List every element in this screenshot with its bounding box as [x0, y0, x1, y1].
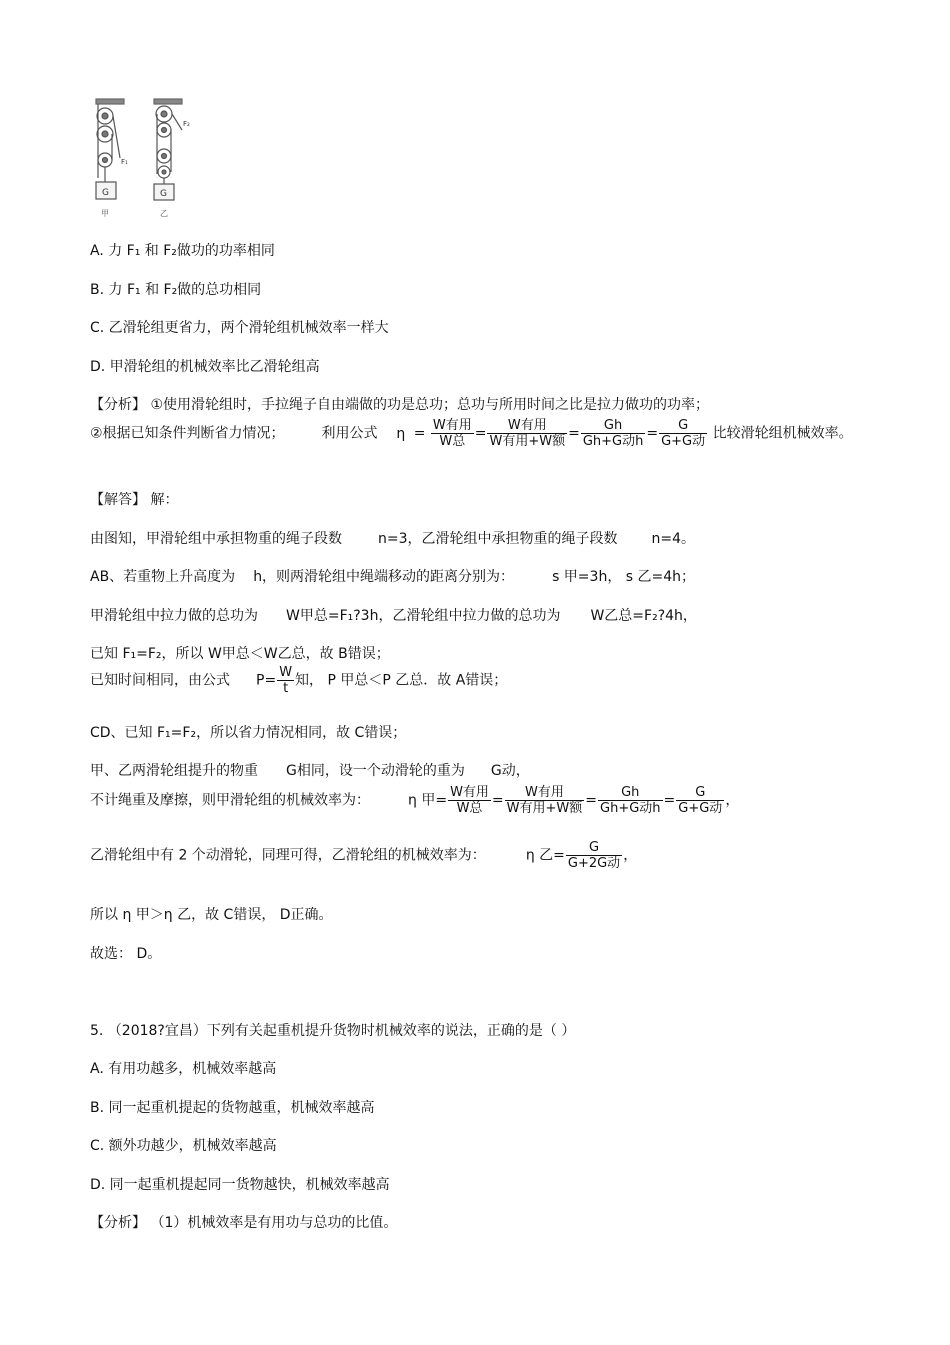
- analysis2-part-a: ②根据已知条件判断省力情况；: [90, 425, 285, 442]
- pulley-system-right: [154, 99, 182, 200]
- fraction-useful-over-total: [448, 785, 491, 816]
- fraction-g: [676, 785, 724, 816]
- q4-option-b: B. 力 F₁ 和 F₂做的总功相同: [90, 282, 262, 298]
- solution-text: n=3，乙滑轮组中承担物重的绳子段数: [378, 531, 618, 547]
- denominator: W有用+W额: [506, 801, 583, 816]
- solution-text: AB、若重物上升高度为: [90, 569, 236, 585]
- denominator: W总: [439, 434, 466, 449]
- q5-option-b: B. 同一起重机提起的货物越重，机械效率越高: [90, 1100, 375, 1116]
- numerator: Gh: [598, 785, 663, 801]
- numerator: G: [659, 418, 707, 434]
- denominator: G+2G动: [567, 856, 621, 871]
- q4-analysis-line2: [90, 418, 853, 449]
- solution-text: W甲总=F₁?3h，乙滑轮组中拉力做的总功为: [286, 608, 561, 624]
- equals-sign: =: [413, 425, 426, 442]
- solution-text: 乙滑轮组中有 2 个动滑轮，同理可得，乙滑轮组的机械效率为：: [90, 847, 486, 864]
- denominator: G+G动: [678, 801, 723, 816]
- solution-line-1: [90, 529, 695, 549]
- numerator: W有用: [450, 785, 489, 800]
- solution-line-6: CD、已知 F₁=F₂，所以省力情况相同，故 C错误；: [90, 725, 407, 741]
- solution-text: G动，: [490, 763, 530, 779]
- pulley-system-left: [96, 99, 124, 199]
- fraction-useful-over-sum: [505, 785, 585, 816]
- denominator: Gh+G动h: [582, 434, 644, 449]
- eta-jia-label: η 甲=: [408, 792, 448, 809]
- fraction-gh: [598, 785, 663, 816]
- final-choice: 故选： D。: [90, 946, 162, 962]
- numerator: G: [676, 785, 724, 801]
- solution-line-10: 所以 η 甲＞η 乙，故 C错误， D正确。: [90, 907, 333, 923]
- solution-line-7: [90, 761, 530, 781]
- analysis2-part-b: 利用公式: [321, 425, 378, 442]
- fraction-g-over-g2: [566, 840, 622, 871]
- numerator: Gh: [581, 418, 646, 434]
- equals-sign: =: [663, 792, 676, 809]
- numerator: W有用: [487, 418, 567, 434]
- fraction-g: [659, 418, 707, 449]
- numerator: W有用: [432, 418, 472, 433]
- solution-text: 知， P 甲总＜P 乙总．故 A错误；: [295, 672, 508, 689]
- fraction-gh: [581, 418, 646, 449]
- analysis2-part-c: 比较滑轮组机械效率。: [712, 425, 853, 442]
- left-weight-label: G: [102, 188, 109, 198]
- solution-text: 甲滑轮组中拉力做的总功为: [90, 608, 258, 624]
- q4-option-a: A. 力 F₁ 和 F₂做功的功率相同: [90, 243, 275, 259]
- right-force-label: F₂: [183, 120, 190, 128]
- solution-line-2: [90, 567, 695, 587]
- numerator: W有用: [505, 785, 585, 801]
- q4-option-d: D. 甲滑轮组的机械效率比乙滑轮组高: [90, 359, 320, 375]
- denominator: t: [283, 681, 289, 696]
- fraction-useful-over-sum: [487, 418, 567, 449]
- solution-line-4: 已知 F₁=F₂，所以 W甲总＜W乙总，故 B错误；: [90, 646, 390, 662]
- right-caption: 乙: [160, 209, 168, 218]
- equals-sign: =: [474, 425, 487, 442]
- q5-stem: 5. （2018?宜昌）下列有关起重机提升货物时机械效率的说法，正确的是（ ）: [90, 1023, 576, 1039]
- solution-text: s 甲=3h， s 乙=4h；: [552, 569, 696, 585]
- solution-text: W乙总=F₂?4h，: [590, 608, 697, 624]
- q5-option-d: D. 同一起重机提起同一货物越快，机械效率越高: [90, 1177, 390, 1193]
- eta-yi-label: η 乙=: [525, 847, 565, 864]
- comma: ，: [725, 792, 740, 809]
- denominator: W有用+W额: [489, 434, 566, 449]
- q5-option-c: C. 额外功越少，机械效率越高: [90, 1138, 277, 1154]
- solution-line-5: [90, 665, 507, 696]
- fraction-useful-over-total: [431, 418, 474, 449]
- solution-text: n=4。: [651, 531, 696, 547]
- numerator: G: [566, 840, 622, 856]
- solution-line-9: [90, 840, 637, 871]
- equals-sign: =: [646, 425, 659, 442]
- q5-analysis: 【分析】 （1）机械效率是有用功与总功的比值。: [90, 1215, 398, 1231]
- equals-sign: =: [585, 792, 597, 809]
- solution-text: h，则两滑轮组中绳端移动的距离分别为：: [253, 569, 515, 585]
- denominator: G+G动: [661, 434, 706, 449]
- left-force-label: F₁: [121, 158, 128, 166]
- denominator: Gh+G动h: [600, 801, 661, 816]
- power-formula-lhs: P=: [256, 672, 277, 689]
- q4-option-c: C. 乙滑轮组更省力，两个滑轮组机械效率一样大: [90, 320, 389, 336]
- solution-text: 甲、乙两滑轮组提升的物重: [90, 763, 258, 779]
- denominator: W总: [456, 801, 483, 816]
- left-caption: 甲: [101, 209, 109, 218]
- numerator: W: [279, 665, 293, 680]
- q4-analysis-line1: 【分析】 ①使用滑轮组时，手拉绳子自由端做的功是总功；总功与所用时间之比是拉力做功的功率；: [90, 397, 709, 413]
- equals-sign: =: [491, 792, 504, 809]
- comma: ，: [623, 847, 638, 864]
- solution-text: 不计绳重及摩擦，则甲滑轮组的机械效率为：: [90, 792, 370, 809]
- answer-title: 【解答】 解：: [90, 492, 179, 508]
- solution-line-3: [90, 606, 697, 626]
- solution-text: G相同，设一个动滑轮的重为: [286, 763, 465, 779]
- fraction-w-over-t: [277, 665, 294, 696]
- eta-symbol: η: [396, 425, 406, 442]
- solution-line-8: [90, 785, 739, 816]
- q5-option-a: A. 有用功越多，机械效率越高: [90, 1061, 277, 1077]
- right-weight-label: G: [160, 189, 167, 199]
- solution-text: 已知时间相同，由公式: [90, 672, 230, 689]
- equals-sign: =: [568, 425, 580, 442]
- solution-text: 由图知，甲滑轮组中承担物重的绳子段数: [90, 531, 342, 547]
- pulley-figure: [88, 96, 218, 222]
